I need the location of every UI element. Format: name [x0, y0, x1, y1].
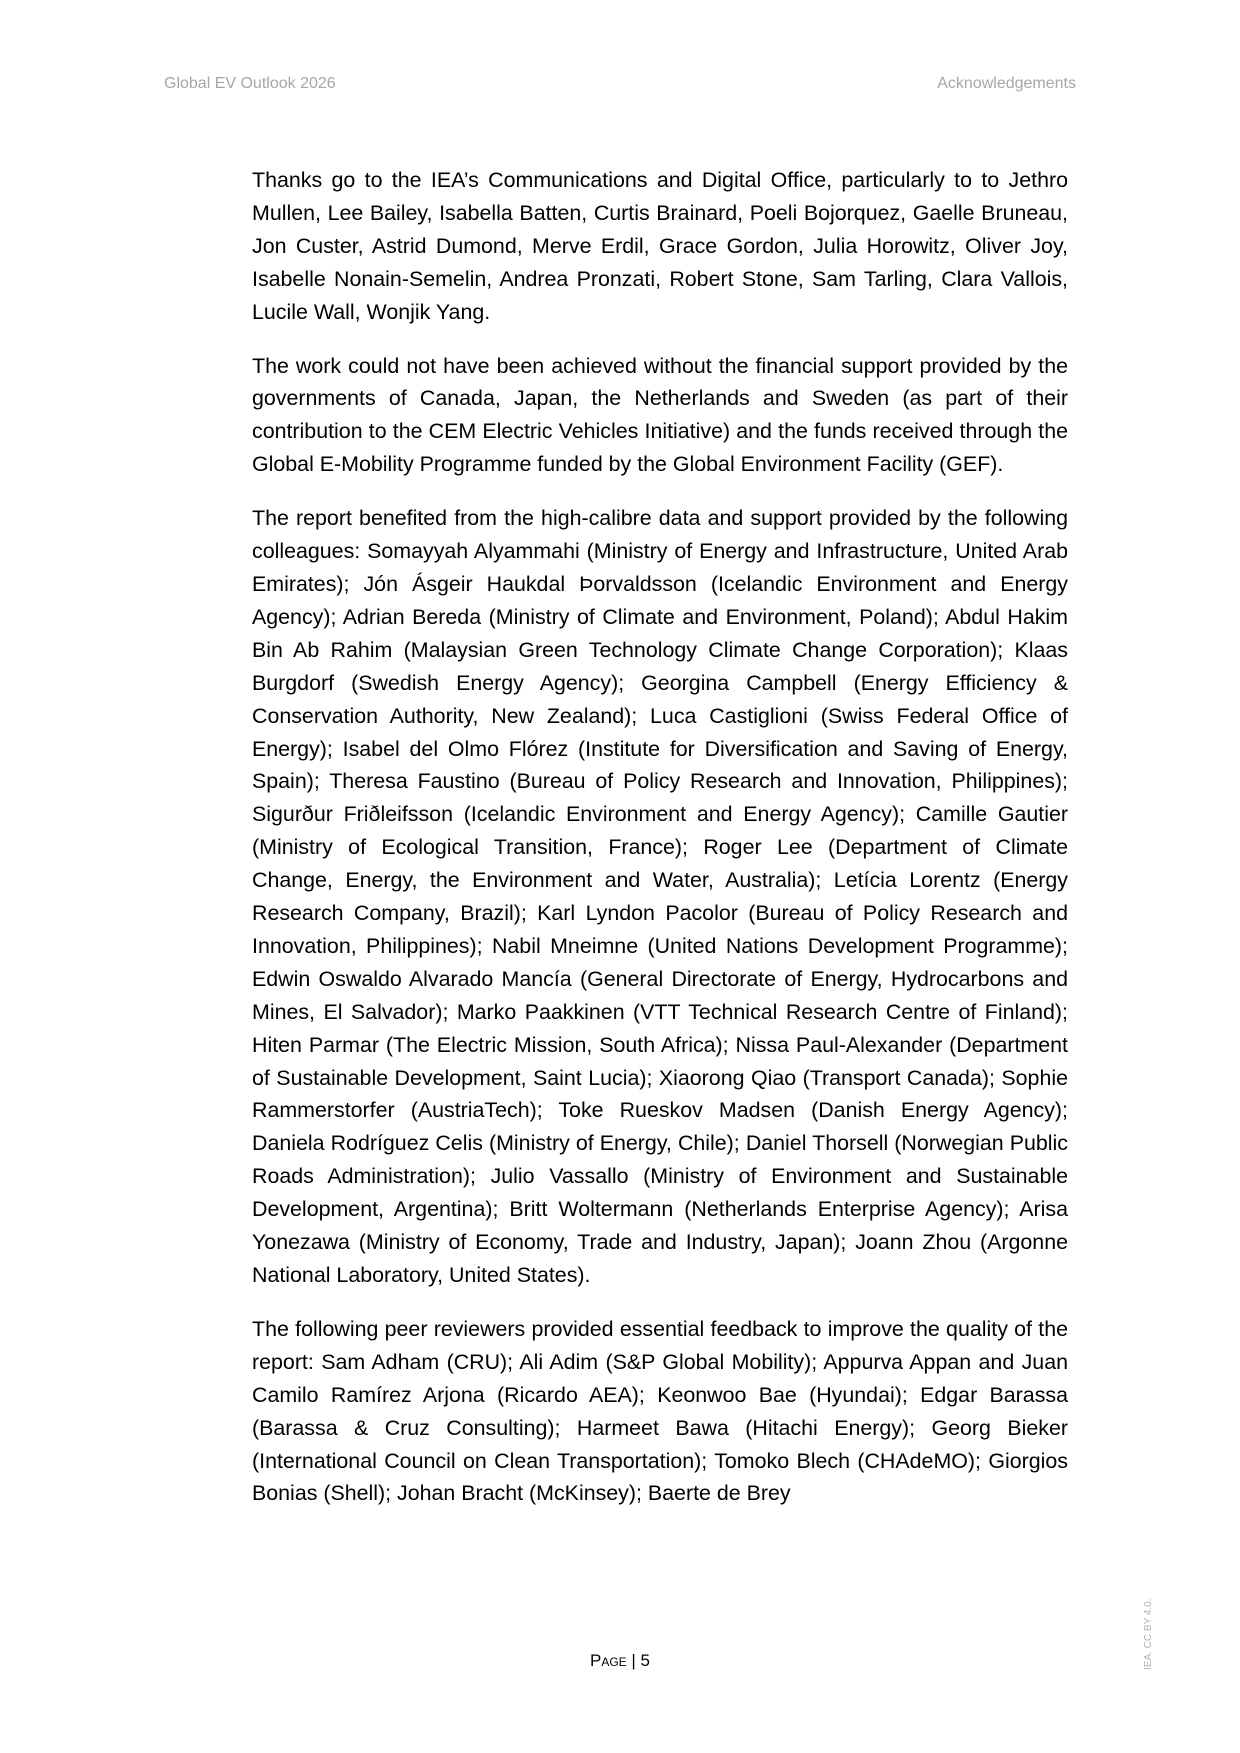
page-separator: | — [626, 1651, 641, 1670]
body-text — [252, 164, 1068, 1531]
page-label: Page — [589, 1651, 627, 1670]
paragraph-peer-reviewers: The following peer reviewers provided essential feedback to improve the quality of the report: Sam Adham (CRU); Ali Adim (S&P Global Mobility); Appurva Appan and Juan Camilo Ramírez Arjona (Ricardo AEA); Keonwoo Bae (Hyundai); Edgar Barassa (Barassa & Cruz Consulting); Harmeet Bawa (Hitachi Energy); Georg Bieker (International Council on Clean Transportation); Tomoko Blech (CHAdeMO); Giorgios Bonias (Shell); Johan Bracht (McKinsey); Baerte de Brey — [252, 1316, 1068, 1506]
paragraph-communications: Thanks go to the IEA’s Communications and Digital Office, particularly to to Jethro Mullen, Lee Bailey, Isabella Batten, Curtis Brainard, Poeli Bojorquez, Gaelle Bruneau, Jon Custer, Astrid Dumond, Merve Erdil, Grace Gordon, Julia Horowitz, Oliver Joy, Isabelle Nonain-Semelin, Andrea Pronzati, Robert Stone, Sam Tarling, Clara Vallois, Lucile Wall, Wonjik Yang. — [252, 168, 1068, 324]
paragraph-funding: The work could not have been achieved without the financial support provided by the governments of Canada, Japan, the Netherlands and Sweden (as part of their contribution to the CEM Electric Vehicles Initiative) and the funds received through the Global E-Mobility Programme funded by the Global Environment Facility (GEF). — [252, 353, 1068, 477]
page-number: 5 — [640, 1651, 651, 1670]
page-footer — [0, 1651, 1240, 1671]
section-title: Acknowledgements — [937, 75, 1076, 92]
report-title: Global EV Outlook 2026 — [164, 75, 336, 92]
license-notice: IEA. CC BY 4.0. — [1143, 1598, 1154, 1670]
paragraph-data-support: The report benefited from the high-calibre data and support provided by the following colleagues: Somayyah Alyammahi (Ministry of Energy and Infrastructure, United Arab Emirates); Jón Ásgeir Haukdal Þorvaldsson (Icelandic Environment and Energy Agency); Adrian Bereda (Ministry of Climate and Environment, Poland); Abdul Hakim Bin Ab Rahim (Malaysian Green Technology Climate Change Corporation); Klaas Burgdorf (Swedish Energy Agency); Georgina Campbell (Energy Efficiency & Conservation Authority, New Zealand); Luca Castiglioni (Swiss Federal Office of Energy); Isabel del Olmo Flórez (Institute for Diversification and Saving of Energy, Spain); Theresa Faustino (Bureau of Policy Research and Innovation, Philippines); Sigurður Friðleifsson (Icelandic Environment and Energy Agency); Camille Gautier (Ministry of Ecological Transition, France); Roger Lee (Department of Climate Change, Energy, the Environment and Water, Australia); Letícia Lorentz (Energy Research Company, Brazil); Karl Lyndon Pacolor (Bureau of Policy Research and Innovation, Philippines); Nabil Mneimne (United Nations Development Programme); Edwin Oswaldo Alvarado Mancía (General Directorate of Energy, Hydrocarbons and Mines, El Salvador); Marko Paakkinen (VTT Technical Research Centre of Finland); Hiten Parmar (The Electric Mission, South Africa); Nissa Paul-Alexander (Department of Sustainable Development, Saint Lucia); Xiaorong Qiao (Transport Canada); Sophie Rammerstorfer (AustriaTech); Toke Rueskov Madsen (Danish Energy Agency); Daniela Rodríguez Celis (Ministry of Energy, Chile); Daniel Thorsell (Norwegian Public Roads Administration); Julio Vassallo (Ministry of Environment and Sustainable Development, Argentina); Britt Woltermann (Netherlands Enterprise Agency); Arisa Yonezawa (Ministry of Economy, Trade and Industry, Japan); Joann Zhou (Argonne National Laboratory, United States). — [252, 506, 1068, 1287]
